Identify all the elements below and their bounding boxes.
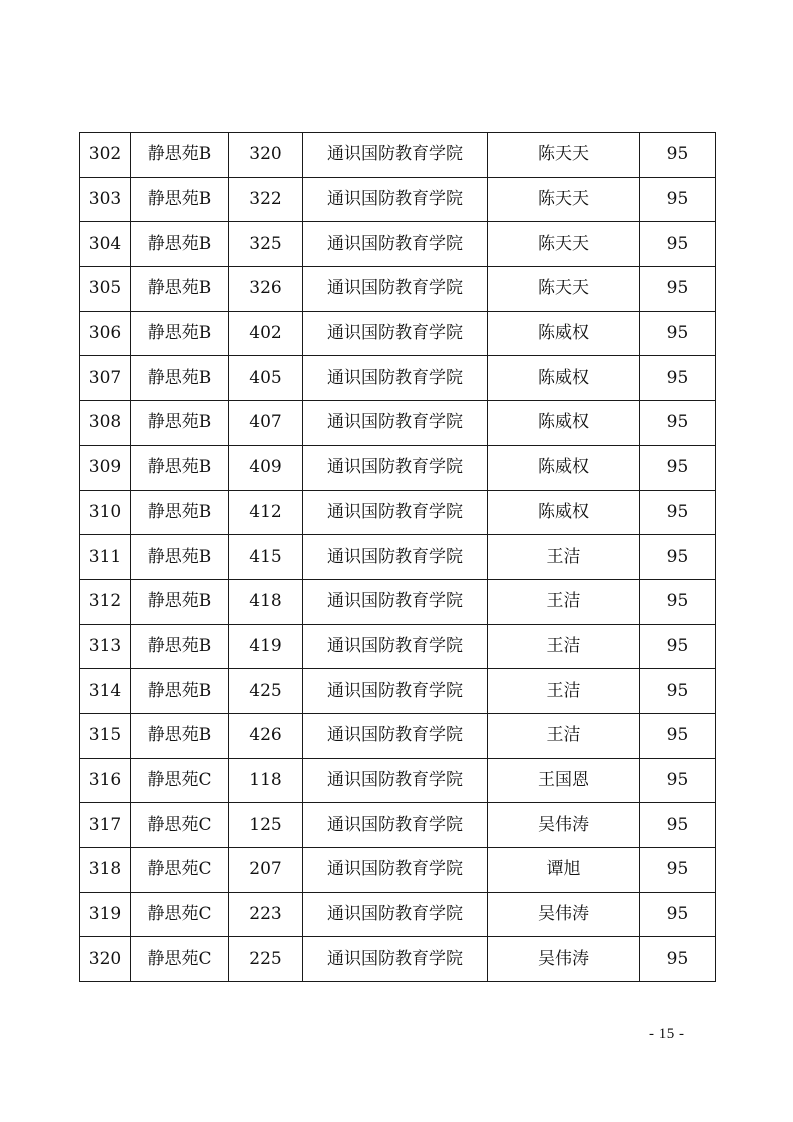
row-number-cell: 311 <box>80 535 131 580</box>
responsible-person-cell: 吴伟涛 <box>488 892 640 937</box>
room-number-cell: 412 <box>229 490 303 535</box>
table-row <box>80 579 716 624</box>
responsible-person-cell: 王洁 <box>488 535 640 580</box>
dormitory-score-table-region <box>79 132 715 982</box>
building-cell: 静思苑B <box>131 311 229 356</box>
score-cell: 95 <box>640 535 716 580</box>
room-number-cell: 223 <box>229 892 303 937</box>
row-number-cell: 313 <box>80 624 131 669</box>
college-cell: 通识国防教育学院 <box>303 490 488 535</box>
building-cell: 静思苑B <box>131 535 229 580</box>
responsible-person-cell: 陈天天 <box>488 222 640 267</box>
building-cell: 静思苑C <box>131 937 229 982</box>
room-number-cell: 320 <box>229 133 303 178</box>
score-cell: 95 <box>640 267 716 312</box>
score-cell: 95 <box>640 848 716 893</box>
building-cell: 静思苑C <box>131 803 229 848</box>
room-number-cell: 419 <box>229 624 303 669</box>
score-cell: 95 <box>640 222 716 267</box>
table-row <box>80 937 716 982</box>
row-number-cell: 315 <box>80 713 131 758</box>
table-row <box>80 803 716 848</box>
building-cell: 静思苑B <box>131 177 229 222</box>
row-number-cell: 316 <box>80 758 131 803</box>
college-cell: 通识国防教育学院 <box>303 222 488 267</box>
score-cell: 95 <box>640 401 716 446</box>
room-number-cell: 326 <box>229 267 303 312</box>
building-cell: 静思苑B <box>131 356 229 401</box>
table-row <box>80 848 716 893</box>
table-row <box>80 713 716 758</box>
building-cell: 静思苑B <box>131 267 229 312</box>
building-cell: 静思苑B <box>131 579 229 624</box>
score-cell: 95 <box>640 892 716 937</box>
score-cell: 95 <box>640 133 716 178</box>
room-number-cell: 325 <box>229 222 303 267</box>
building-cell: 静思苑B <box>131 490 229 535</box>
room-number-cell: 225 <box>229 937 303 982</box>
room-number-cell: 415 <box>229 535 303 580</box>
row-number-cell: 318 <box>80 848 131 893</box>
college-cell: 通识国防教育学院 <box>303 311 488 356</box>
responsible-person-cell: 陈威权 <box>488 356 640 401</box>
room-number-cell: 425 <box>229 669 303 714</box>
college-cell: 通识国防教育学院 <box>303 713 488 758</box>
college-cell: 通识国防教育学院 <box>303 579 488 624</box>
score-cell: 95 <box>640 937 716 982</box>
row-number-cell: 304 <box>80 222 131 267</box>
responsible-person-cell: 陈天天 <box>488 177 640 222</box>
score-cell: 95 <box>640 311 716 356</box>
room-number-cell: 405 <box>229 356 303 401</box>
responsible-person-cell: 王国恩 <box>488 758 640 803</box>
responsible-person-cell: 吴伟涛 <box>488 803 640 848</box>
college-cell: 通识国防教育学院 <box>303 669 488 714</box>
score-cell: 95 <box>640 624 716 669</box>
table-row <box>80 401 716 446</box>
table-row <box>80 535 716 580</box>
building-cell: 静思苑B <box>131 713 229 758</box>
row-number-cell: 307 <box>80 356 131 401</box>
building-cell: 静思苑B <box>131 669 229 714</box>
college-cell: 通识国防教育学院 <box>303 267 488 312</box>
score-cell: 95 <box>640 490 716 535</box>
room-number-cell: 207 <box>229 848 303 893</box>
responsible-person-cell: 陈天天 <box>488 133 640 178</box>
college-cell: 通识国防教育学院 <box>303 758 488 803</box>
row-number-cell: 310 <box>80 490 131 535</box>
building-cell: 静思苑C <box>131 758 229 803</box>
building-cell: 静思苑C <box>131 892 229 937</box>
table-row <box>80 892 716 937</box>
building-cell: 静思苑B <box>131 222 229 267</box>
table-row <box>80 669 716 714</box>
college-cell: 通识国防教育学院 <box>303 445 488 490</box>
college-cell: 通识国防教育学院 <box>303 848 488 893</box>
table-row <box>80 445 716 490</box>
row-number-cell: 302 <box>80 133 131 178</box>
score-cell: 95 <box>640 803 716 848</box>
building-cell: 静思苑B <box>131 445 229 490</box>
room-number-cell: 418 <box>229 579 303 624</box>
score-cell: 95 <box>640 713 716 758</box>
college-cell: 通识国防教育学院 <box>303 133 488 178</box>
score-cell: 95 <box>640 758 716 803</box>
responsible-person-cell: 陈威权 <box>488 401 640 446</box>
score-cell: 95 <box>640 445 716 490</box>
row-number-cell: 312 <box>80 579 131 624</box>
room-number-cell: 402 <box>229 311 303 356</box>
college-cell: 通识国防教育学院 <box>303 892 488 937</box>
room-number-cell: 118 <box>229 758 303 803</box>
room-number-cell: 426 <box>229 713 303 758</box>
building-cell: 静思苑B <box>131 401 229 446</box>
responsible-person-cell: 陈威权 <box>488 445 640 490</box>
responsible-person-cell: 陈天天 <box>488 267 640 312</box>
row-number-cell: 305 <box>80 267 131 312</box>
dormitory-score-table <box>79 132 716 982</box>
responsible-person-cell: 王洁 <box>488 624 640 669</box>
college-cell: 通识国防教育学院 <box>303 356 488 401</box>
row-number-cell: 309 <box>80 445 131 490</box>
responsible-person-cell: 王洁 <box>488 713 640 758</box>
row-number-cell: 314 <box>80 669 131 714</box>
score-cell: 95 <box>640 579 716 624</box>
row-number-cell: 306 <box>80 311 131 356</box>
college-cell: 通识国防教育学院 <box>303 624 488 669</box>
responsible-person-cell: 王洁 <box>488 579 640 624</box>
table-row <box>80 356 716 401</box>
room-number-cell: 409 <box>229 445 303 490</box>
score-cell: 95 <box>640 356 716 401</box>
row-number-cell: 320 <box>80 937 131 982</box>
responsible-person-cell: 陈威权 <box>488 311 640 356</box>
row-number-cell: 308 <box>80 401 131 446</box>
table-row <box>80 758 716 803</box>
table-body <box>80 133 716 982</box>
table-row <box>80 267 716 312</box>
college-cell: 通识国防教育学院 <box>303 535 488 580</box>
college-cell: 通识国防教育学院 <box>303 401 488 446</box>
building-cell: 静思苑B <box>131 624 229 669</box>
score-cell: 95 <box>640 177 716 222</box>
table-row <box>80 177 716 222</box>
row-number-cell: 317 <box>80 803 131 848</box>
responsible-person-cell: 王洁 <box>488 669 640 714</box>
row-number-cell: 319 <box>80 892 131 937</box>
college-cell: 通识国防教育学院 <box>303 177 488 222</box>
table-row <box>80 311 716 356</box>
page-number: - 15 - <box>649 1026 685 1042</box>
responsible-person-cell: 吴伟涛 <box>488 937 640 982</box>
table-row <box>80 133 716 178</box>
table-row <box>80 624 716 669</box>
college-cell: 通识国防教育学院 <box>303 937 488 982</box>
table-row <box>80 490 716 535</box>
row-number-cell: 303 <box>80 177 131 222</box>
room-number-cell: 125 <box>229 803 303 848</box>
room-number-cell: 407 <box>229 401 303 446</box>
responsible-person-cell: 谭旭 <box>488 848 640 893</box>
building-cell: 静思苑B <box>131 133 229 178</box>
responsible-person-cell: 陈威权 <box>488 490 640 535</box>
score-cell: 95 <box>640 669 716 714</box>
college-cell: 通识国防教育学院 <box>303 803 488 848</box>
room-number-cell: 322 <box>229 177 303 222</box>
building-cell: 静思苑C <box>131 848 229 893</box>
table-row <box>80 222 716 267</box>
